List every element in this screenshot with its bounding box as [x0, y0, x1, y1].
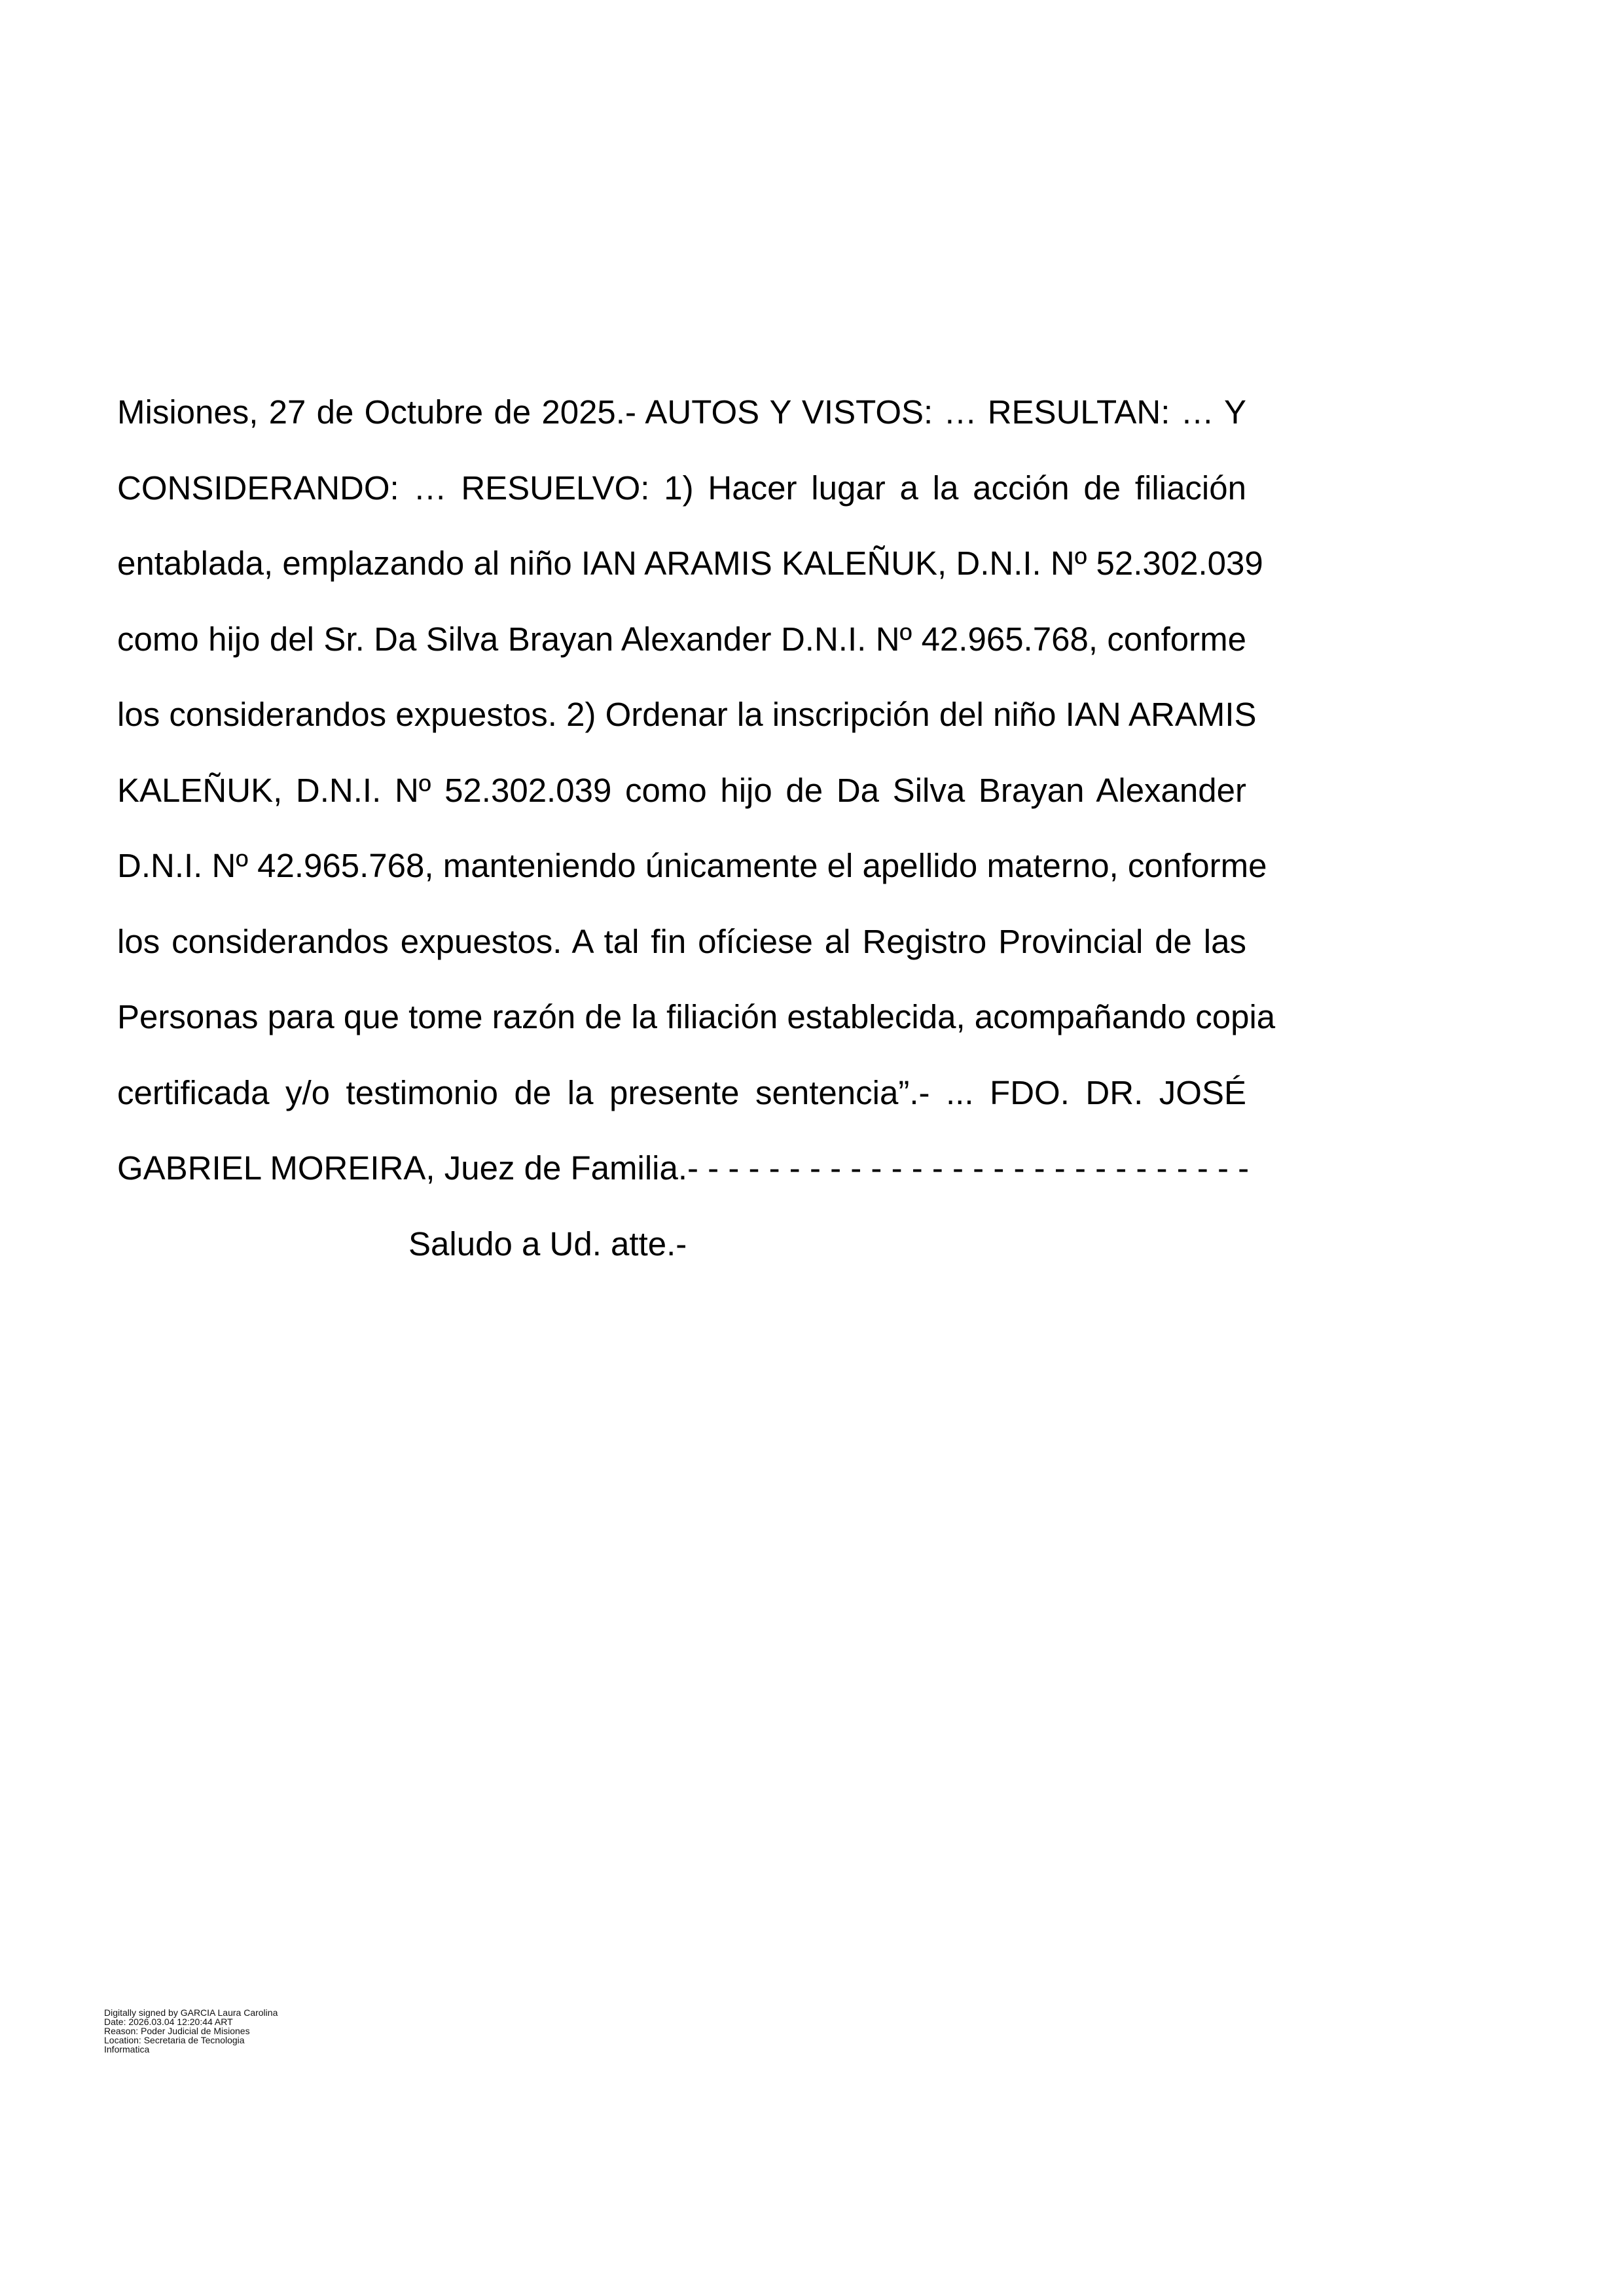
text-line: Personas para que tome razón de la filiación establecida, acompañando copia	[117, 998, 1276, 1035]
signature-date: Date: 2026.03.04 12:20:44 ART	[104, 2017, 233, 2027]
signature-location-cont: Informatica	[104, 2044, 150, 2054]
text-line-last: GABRIEL MOREIRA, Juez de Familia.- - - - - - - - - - - - - - - - - - - - - - - - - - - -	[117, 1149, 1250, 1187]
text-line: KALEÑUK, D.N.I. Nº 52.302.039 como hijo de Da Silva Brayan Alexander	[117, 771, 1246, 809]
text-line: los considerandos expuestos. 2) Ordenar la inscripción del niño IAN ARAMIS	[117, 696, 1257, 733]
text-line: como hijo del Sr. Da Silva Brayan Alexander D.N.I. Nº 42.965.768, conforme	[117, 620, 1246, 658]
resolution-text	[117, 374, 1276, 1282]
signature-location: Location: Secretaria de Tecnologia	[104, 2035, 245, 2045]
text-line: CONSIDERANDO: … RESUELVO: 1) Hacer lugar a la acción de filiación	[117, 469, 1246, 507]
signature-reason: Reason: Poder Judicial de Misiones	[104, 2026, 250, 2036]
text-line: certificada y/o testimonio de la presente sentencia”.- ... FDO. DR. JOSÉ	[117, 1073, 1246, 1111]
text-line: D.N.I. Nº 42.965.768, manteniendo únicamente el apellido materno, conforme	[117, 847, 1267, 884]
digital-signature-block	[104, 2008, 278, 2054]
text-line: entablada, emplazando al niño IAN ARAMIS KALEÑUK, D.N.I. Nº 52.302.039	[117, 545, 1263, 582]
text-line: los considerandos expuestos. A tal fin ofíciese al Registro Provincial de las	[117, 922, 1246, 960]
signature-signed-by: Digitally signed by GARCIA Laura Carolina	[104, 2007, 278, 2018]
text-line: Misiones, 27 de Octubre de 2025.- AUTOS Y VISTOS: … RESULTAN: … Y	[117, 393, 1246, 431]
closing-salutation: Saludo a Ud. atte.-	[408, 1225, 687, 1263]
